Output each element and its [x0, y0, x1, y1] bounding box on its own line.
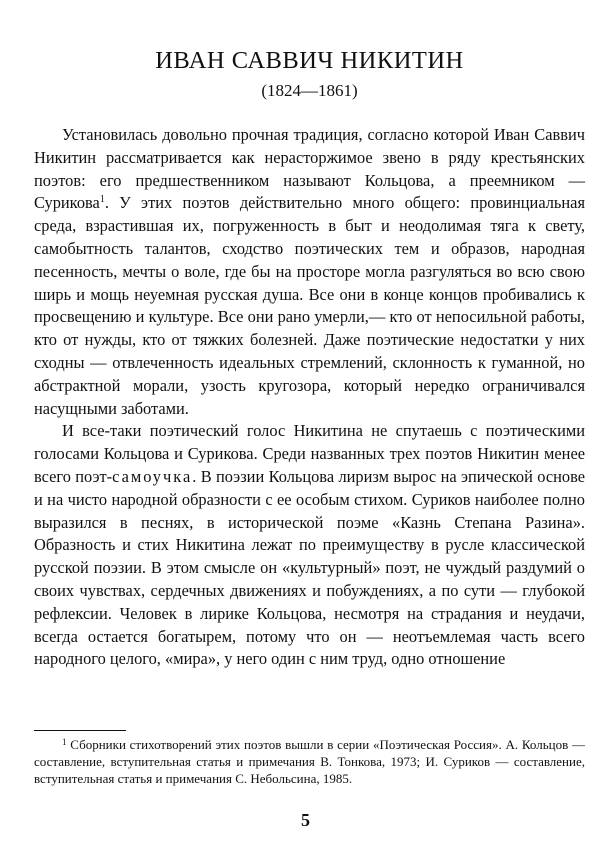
footnote	[34, 736, 585, 787]
footnote-reference: 1	[99, 194, 105, 206]
footnote-marker: 1	[62, 737, 67, 747]
life-dates: (1824—1861)	[261, 81, 358, 100]
book-page	[0, 46, 611, 846]
paragraph-2	[34, 420, 585, 671]
emphasized-word: самоучка	[112, 466, 193, 486]
page-title: ИВАН САВВИЧ НИКИТИН	[155, 47, 464, 74]
footnote-divider	[34, 730, 126, 731]
main-text	[34, 124, 585, 671]
paragraph-1	[34, 124, 585, 420]
paragraph-1-part-a: Установилась довольно прочная традиция, согласно которой Иван Саввич Никитин рассматривается как нерасторжимое звено в ряду крестьянских поэтов: его предшественником называют Кольцова, а преемником — Сурикова	[34, 125, 585, 213]
paragraph-1-part-b: . У этих поэтов действительно много общего: провинциальная среда, взрастившая их, погруженность в быт и неодолимая тяга к свету, самобытность талантов, сходство поэтических тем и образов, народная песенность, мечты о воле, где бы на просторе могла разгуляться во всю свою ширь и мощь неуемная русская душа. Все они в конце концов пробивались к просвещению и культуре. Все они рано умерли,— кто от непосильной работы, кто от нужды, кто от тяжких болезней. Даже поэтические недостатки у них сходны — отвлеченность идеальных стремлений, склонность к гуманной, но абстрактной морали, узость кругозора, который нередко ограничивался насущными заботами.	[34, 193, 585, 418]
paragraph-2-part-b: . В поэзии Кольцова лиризм вырос на эпической основе и на чисто народной образности с ее особым стихом. Суриков наиболее полно выразился в песнях, в исторической поэме «Казнь Степана Разина». Образность и стих Никитина лежат по преимуществу в русле классической русской поэзии. В этом смысле он «культурный» поэт, не чуждый раздумий о своих чувствах, сердечных движениях и побуждениях, а по сути — глубокой рефлексии. Человек в лирике Кольцова, несмотря на страдания и неудачи, всегда остается богатырем, потому что он — неотъемлемая часть всего народного целого, «мира», у него один с ним труд, одно отношение	[34, 466, 586, 669]
paragraph-2-part-a: И все-таки поэтический голос Никитина не спутаешь с поэтическими голосами Кольцова и Сурикова. Среди названных трех поэтов Никитин менее всего поэт-	[34, 421, 585, 486]
page-number: 5	[301, 810, 310, 830]
footnote-paragraph	[34, 736, 585, 787]
footnote-text: Сборники стихотворений этих поэтов вышли в серии «Поэтическая Россия». А. Кольцов — составление, вступительная статья и примечания В. Тонкова, 1973; И. Суриков — составление, вступительная статья и примечания С. Небольсина, 1985.	[34, 737, 585, 786]
